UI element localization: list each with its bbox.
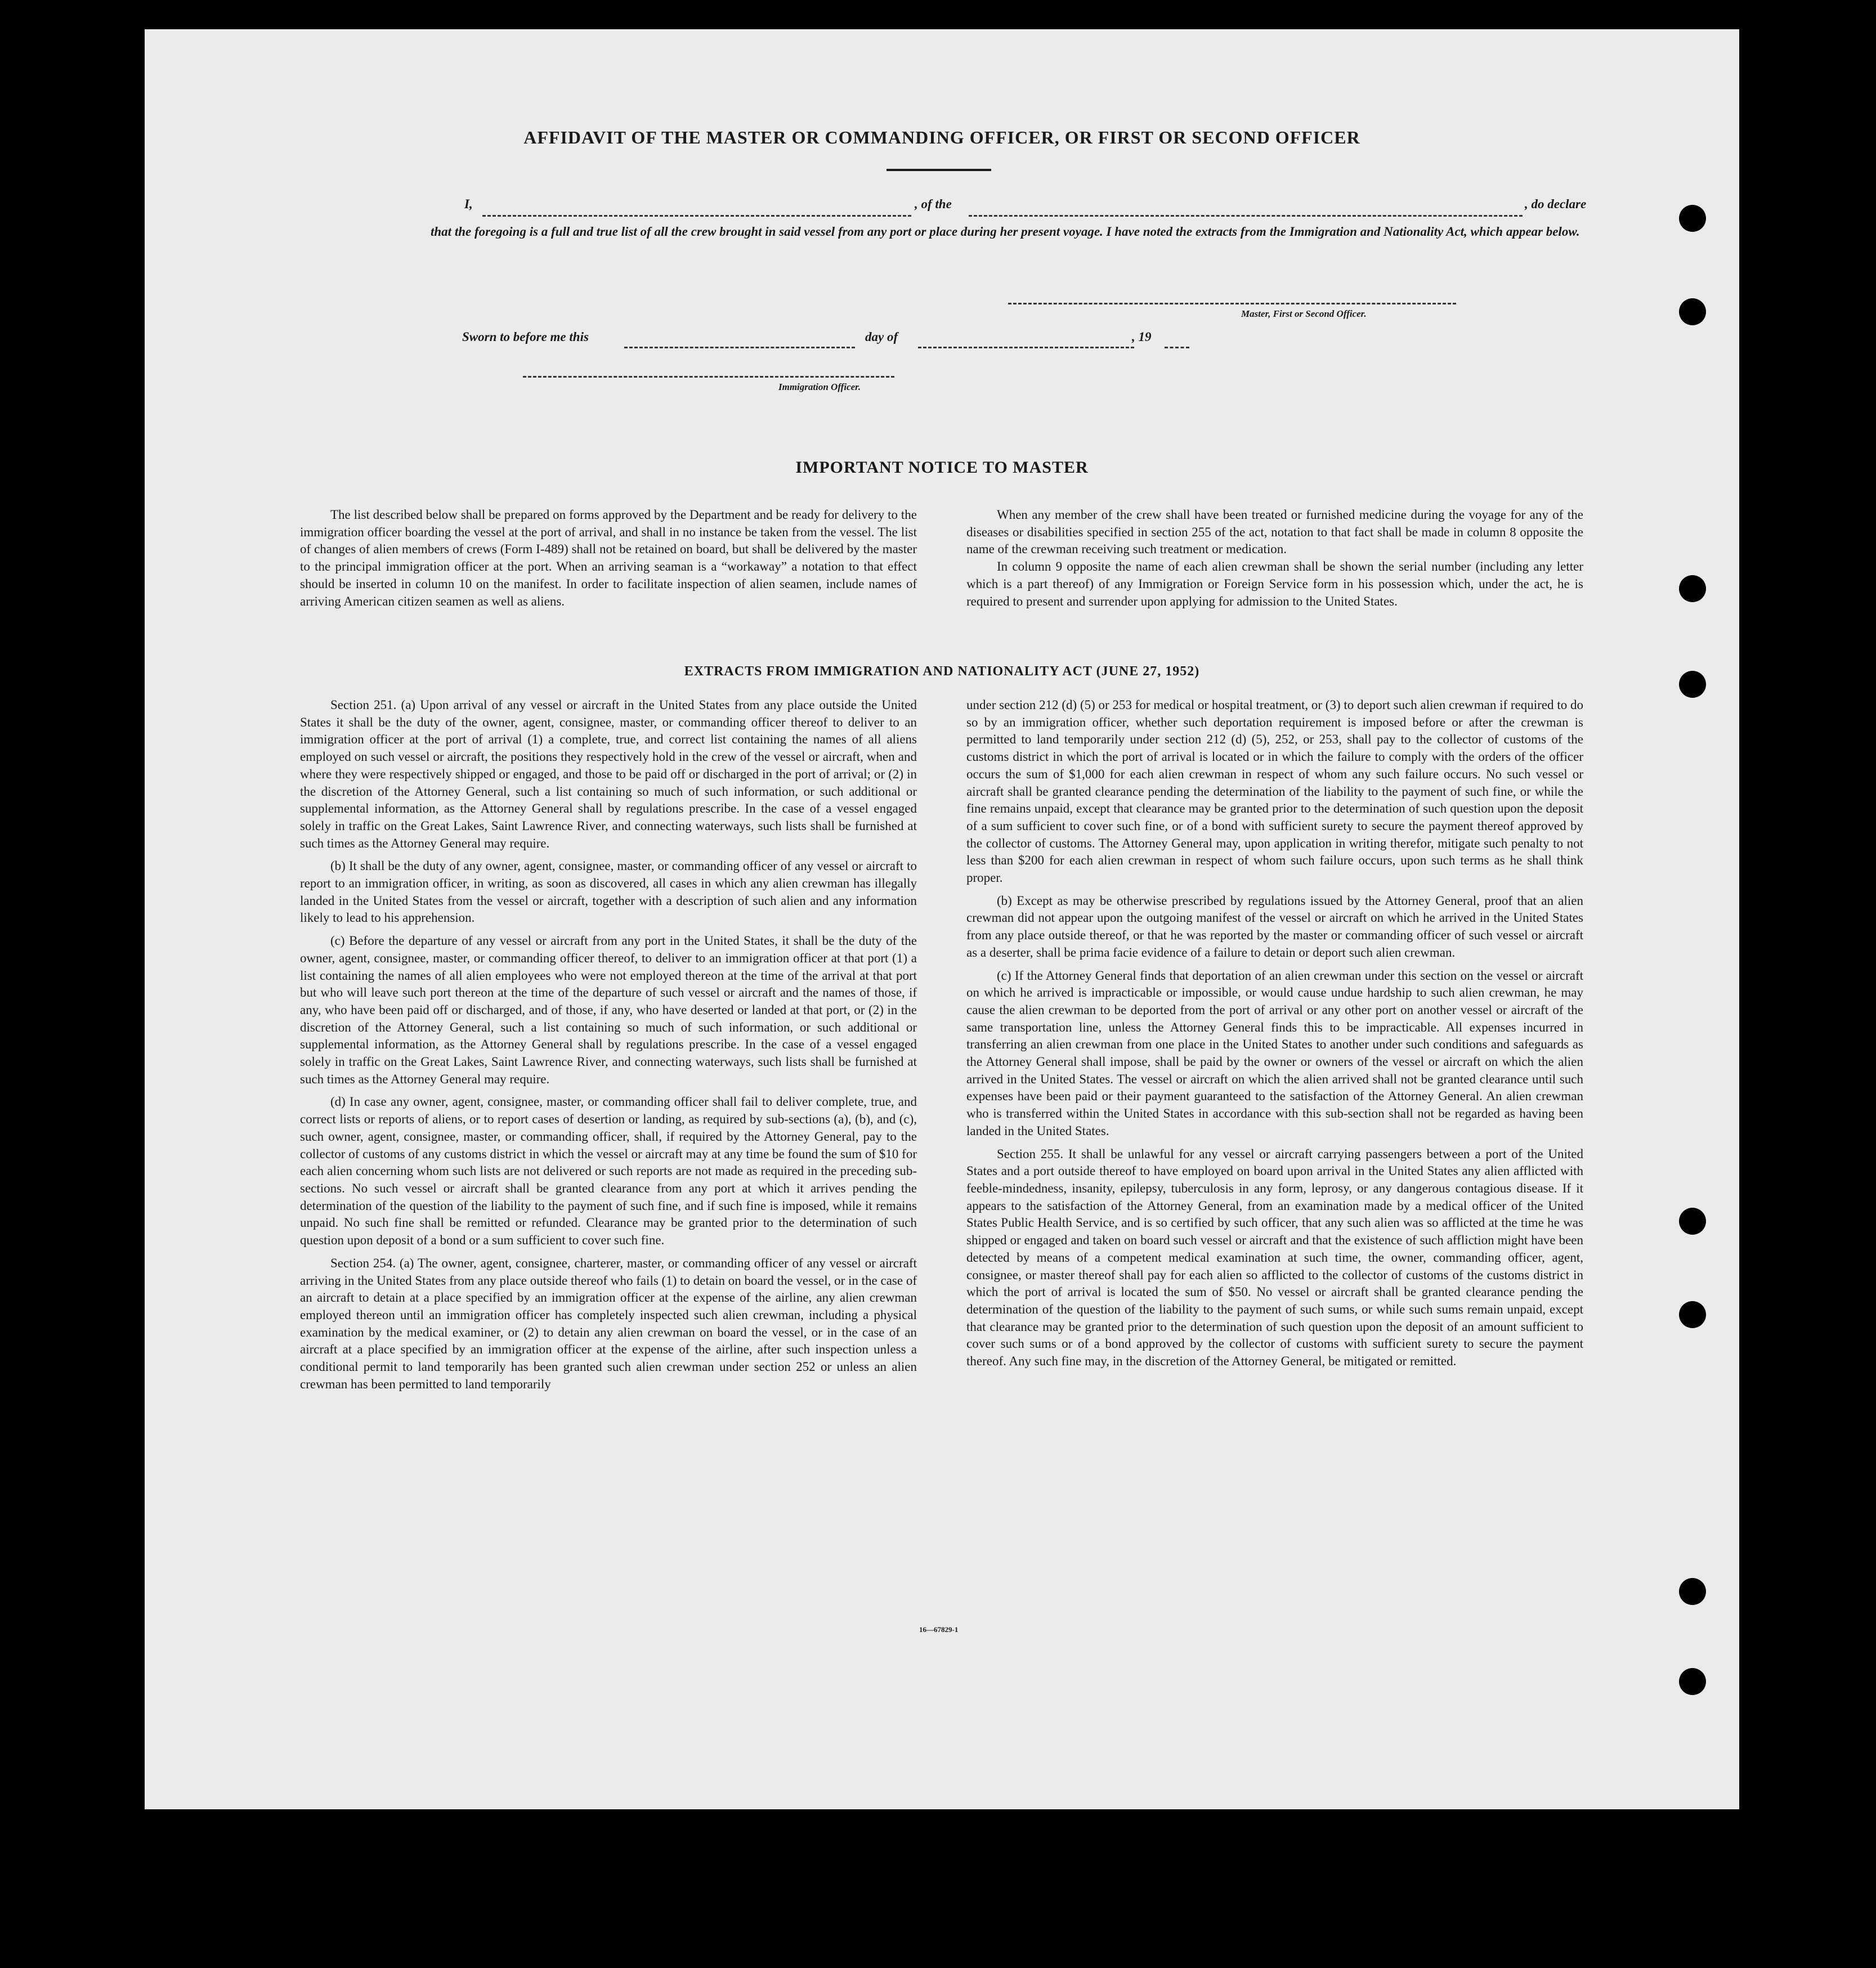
officer-signature-line[interactable] (523, 376, 894, 378)
declaration-paragraph: that the foregoing is a full and true list of all the crew brought in said vessel from any port or place during her present voyage. I have noted the extracts from the Immigration and Nationality Act, which appear below. (431, 225, 1580, 239)
affidavit-title: AFFIDAVIT OF THE MASTER OR COMMANDING OFFICER, OR FIRST OR SECOND OFFICER (523, 127, 1360, 147)
master-label: Master, First or Second Officer. (1241, 308, 1367, 319)
vessel-blank[interactable] (969, 215, 1523, 217)
extracts-right-column (966, 697, 1583, 1376)
extracts-left-column (300, 697, 917, 1398)
notice-right-column (966, 506, 1583, 610)
master-signature-line[interactable] (1008, 303, 1456, 304)
binder-hole (1679, 1578, 1706, 1605)
section-254-b: (b) Except as may be otherwise prescribed by regulations issued by the Attorney General, proof that an alien crewman did not appear upon the outgoing manifest of the vessel or aircraft on which he arrived in the United States from any place outside thereof, or that he was reported by the master or commanding officer of such vessel or aircraft as a deserter, shall be prima facie evidence of a failure to detain or deport such alien crewman. (966, 893, 1583, 960)
sworn-month-blank[interactable] (918, 347, 1134, 348)
section-254-a-cont: under section 212 (d) (5) or 253 for medical or hospital treatment, or (3) to deport such alien crewman if required to do so by an immigration officer, whether such deportation requirement is imposed before or after the crewman is permitted to land temporarily under section 212 (d) (5), 252, or 253, shall pay to the collector of customs of the customs district in which the port of arrival is located or in which the failure to comply with the orders of the officer occurs the sum of $1,000 for each alien crewman in respect of whom any such failure occurs. No such vessel or aircraft shall be granted clearance pending the determination of the liability to the payment of such fine, or while the fine remains unpaid, except that clearance may be granted prior to the determination of such question upon the deposit of a sum sufficient to cover such fine, or of a bond with sufficient surety to secure the payment thereof approved by the collector of customs. The Attorney General may, upon application in writing therefor, mitigate such penalty to not less than $200 for each alien crewman in respect of whom such failure occurs, upon such terms as he shall think proper. (966, 698, 1583, 885)
notice-title: IMPORTANT NOTICE TO MASTER (795, 458, 1089, 477)
section-254-a: Section 254. (a) The owner, agent, consignee, charterer, master, or commanding officer of any vessel or aircraft arriving in the United States from any place outside thereof who fails (1) to detain on board the vessel, or in the case of an aircraft to detain at a place specified by an immigration officer at the expense of the airline, any alien crewman employed thereon until an immigration officer has completely inspected such alien crewman, including a physical examination by the medical examiner, or (2) to detain any alien crewman on board the vessel, or in the case of an aircraft at a place specified by an immigration officer at the expense of the airline, after such inspection unless a conditional permit to land temporarily has been granted such alien crewman under section 252 or unless an alien crewman has been permitted to land temporarily (300, 1256, 917, 1391)
sworn-label: Sworn to before me this (462, 330, 589, 344)
of-the-label: , of the (915, 197, 952, 211)
binder-hole (1679, 205, 1706, 232)
notice-left-paragraph: The list described below shall be prepared on forms approved by the Department and be ready for delivery to the immigration officer boarding the vessel at the port of arrival, and shall in no instance be taken from the vessel. The list of changes of alien members of crews (Form I-489) shall not be retained on board, but shall be delivered by the master to the principal immigration officer at the port. When an arriving seaman is a “workaway” a notation to that effect should be inserted in column 10 on the manifest. In order to facilitate inspection of alien seamen, include names of arriving American citizen seamen as well as aliens. (300, 508, 917, 608)
form-code: 16—67829-1 (919, 1625, 959, 1634)
section-251-b: (b) It shall be the duty of any owner, agent, consignee, master, or commanding officer of any vessel or aircraft to report to an immigration officer, in writing, as soon as discovered, all cases in which any alien crewman has illegally landed in the United States from the vessel or aircraft, together with a description of such alien and any information likely to lead to his apprehension. (300, 859, 917, 925)
sworn-day-blank[interactable] (624, 347, 855, 348)
extracts-title: EXTRACTS FROM IMMIGRATION AND NATIONALITY ACT (JUNE 27, 1952) (684, 664, 1200, 679)
binder-hole (1679, 1208, 1706, 1235)
binder-hole (1679, 575, 1706, 602)
notice-left-column (300, 506, 917, 610)
day-of-label: day of (865, 330, 898, 344)
notice-right-paragraph-2: In column 9 opposite the name of each alien crewman shall be shown the serial number (including any letter which is a part thereof) of any Immigration or Foreign Service form in his possession which, under the act, he is required to present and surrender upon applying for admission to the United States. (966, 559, 1583, 608)
year-label: , 19 (1132, 330, 1152, 344)
section-255: Section 255. It shall be unlawful for any vessel or aircraft carrying passengers between a port of the United States and a port outside thereof to have employed on board upon arrival in the United States any alien afflicted with feeble-mindedness, insanity, epilepsy, tuberculosis in any form, leprosy, or any dangerous contagious disease. If it appears to the satisfaction of the Attorney General, from an examination made by a medical officer of the United States Public Health Service, and is so certified by such officer, that any such alien was so afflicted at the time he was shipped or engaged and taken on board such vessel or aircraft and that the existence of such affliction might have been detected by means of a competent medical examination at such time, the owner, commanding officer, agent, consignee, or master thereof shall pay for each alien so afflicted to the collector of customs of the customs district in which the port of arrival is located the sum of $50. No vessel or aircraft shall be granted clearance pending the determination of the question of the liability to the payment of such sums, or while such sums remain unpaid, except that clearance may be granted prior to the determination of such question upon the deposit of an amount sufficient to cover such sums or of a bond approved by the collector of customs with sufficient surety to secure the payment thereof. Any such fine may, in the discretion of the Attorney General, be mitigated or remitted. (966, 1146, 1583, 1369)
name-blank[interactable] (482, 215, 911, 217)
i-label: I, (464, 197, 473, 211)
binder-hole (1679, 1668, 1706, 1695)
section-251-a: Section 251. (a) Upon arrival of any vessel or aircraft in the United States from any place outside the United States it shall be the duty of the owner, agent, consignee, master, or commanding officer thereof to deliver to an immigration officer at the port of arrival (1) a complete, true, and correct list containing the names of all aliens employed on such vessel or aircraft, the positions they respectively hold in the crew of the vessel or aircraft, when and where they were respectively shipped or engaged, and those to be paid off or discharged in the port of arrival; or (2) in the discretion of the Attorney General, such a list containing so much of such information, or such additional or supplemental information, as the Attorney General shall by regulations prescribe. In the case of a vessel engaged solely in traffic on the Great Lakes, Saint Lawrence River, and connecting waterways, such lists shall be furnished at such times as the Attorney General may require. (300, 698, 917, 850)
section-254-c: (c) If the Attorney General finds that deportation of an alien crewman under this section on the vessel or aircraft on which he arrived is impracticable or impossible, or would cause undue hardship to such alien crewman, he may cause the alien crewman to be deported from the port of arrival or any other port on another vessel or aircraft of the same transportation line, unless the Attorney General finds this to be impracticable. All expenses incurred in transferring an alien crewman from one place in the United States to another under such conditions and safeguards as the Attorney General shall impose, shall be paid by the owner or owners of the vessel or aircraft on which the alien arrived in the United States. The vessel or aircraft on which the alien arrived shall not be granted clearance until such expenses have been paid or their payment guaranteed to the satisfaction of the Attorney General. An alien crewman who is transferred within the United States in accordance with this sub-section shall not be regarded as having been landed in the United States. (966, 968, 1583, 1138)
binder-hole (1679, 298, 1706, 325)
section-251-c: (c) Before the departure of any vessel or aircraft from any port in the United States, it shall be the duty of the owner, agent, consignee, master, or commanding officer thereof, to deliver to an immigration officer at that port (1) a list containing the names of all alien employees who were not employed thereon at the time of the arrival at that port but who will leave such port thereon at the time of the departure of such vessel or aircraft and the names of those, if any, who have been paid off or discharged, and of those, if any, who have deserted or landed at that port, or (2) in the discretion of the Attorney General, such a list containing so much of such information, or such additional or supplemental information, as the Attorney General shall by regulations prescribe. In the case of a vessel engaged solely in traffic on the Great Lakes, Saint Lawrence River, and connecting waterways, such lists shall be furnished at such times as the Attorney General may require. (300, 934, 917, 1086)
declaration-line (464, 197, 1602, 212)
section-251-d: (d) In case any owner, agent, consignee, master, or commanding officer shall fail to deliver complete, true, and correct lists or reports of aliens, or to report cases of desertion or landing, as required by sub-sections (a), (b), and (c), such owner, agent, consignee, master, or commanding officer, shall, if required by the Attorney General, pay to the collector of customs of any customs district in which the vessel or aircraft may at any time be found the sum of $10 for each alien concerning whom such lists are not delivered or such reports are not made as required in the preceding sub-sections. No such vessel or aircraft shall be granted clearance from any port at which it arrives pending the determination of the question of the liability to the payment of such fine, and if such fine is imposed, while it remains unpaid. No such fine shall be remitted or refunded. Clearance may be granted prior to the determination of such question upon deposit of a bond or a sum sufficient to cover such fine. (300, 1095, 917, 1248)
binder-hole (1679, 1301, 1706, 1328)
do-declare-label: , do declare (1525, 197, 1587, 211)
document-page (145, 29, 1739, 1809)
notice-right-paragraph-1: When any member of the crew shall have been treated or furnished medicine during the voyage for any of the diseases or disabilities specified in section 255 of the act, notation to that fact shall be made in column 8 opposite the name of the crewman receiving such treatment or medication. (966, 508, 1583, 557)
title-underline (886, 169, 991, 171)
officer-label: Immigration Officer. (778, 382, 861, 392)
sworn-year-blank[interactable] (1165, 347, 1189, 348)
